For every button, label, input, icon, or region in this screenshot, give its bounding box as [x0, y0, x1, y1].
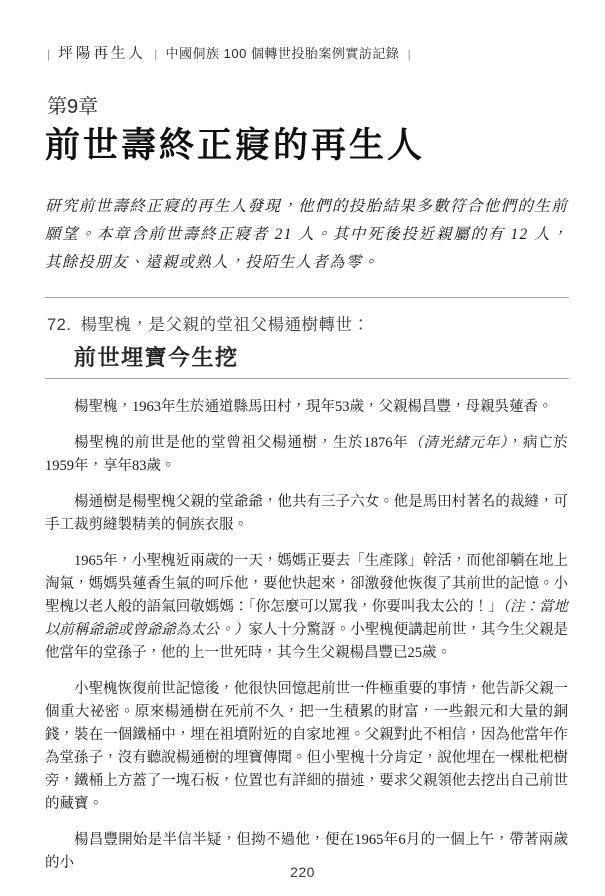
paragraph-text: 楊通樹是楊聖槐父親的堂爺爺，他共有三子六女。他是馬田村著名的裁縫，可手工裁剪縫製精美的侗族衣服。 — [45, 494, 568, 533]
paragraph-3 — [45, 491, 568, 537]
body-text — [45, 396, 568, 875]
paragraph-text: ，病亡於1959年，享年83歲。 — [45, 435, 569, 474]
book-subtitle: 中國侗族 100 個轉世投胎案例實訪記錄 — [165, 46, 400, 61]
paragraph-text: 小聖槐恢復前世記憶後，他很快回憶起前世一件極重要的事情，他告訴父親一個重大祕密。原來楊通樹在死前不久，把一生積累的財富，一些銀元和大量的銅錢，裝在一個鐵桶中，埋在祖墳附近的自家地裡。父親對此不相信，因為他當年作為堂孫子，沒有聽說楊通樹的埋寶傳聞。但小聖槐十分肯定，說他埋在一棵枇杷樹旁，鐵桶上方蓋了一塊石板，位置也有詳細的描述，要求父親領他去挖出自己前世的藏寶。 — [45, 681, 568, 812]
paragraph-2 — [45, 432, 568, 478]
paragraph-text: 楊昌豐開始是半信半疑，但拗不過他，便在1965年6月的一個上午，帶著兩歲的小 — [45, 832, 568, 871]
paragraph-1 — [45, 396, 568, 419]
running-header — [47, 0, 605, 63]
chapter-number: 第9章 — [47, 96, 99, 118]
header-separator: | — [154, 47, 158, 61]
paragraph-5 — [45, 678, 568, 816]
kai-annotation: （注：當地以前稱爺爺或曾爺爺為太公。） — [45, 599, 569, 638]
section-divider-bottom — [45, 378, 569, 379]
section-number: 72. — [47, 316, 72, 334]
section-title: 楊聖槐，是父親的堂祖父楊通樹轉世： — [80, 316, 370, 334]
book-title: 坪陽再生人 — [58, 46, 146, 62]
section-subtitle: 前世埋寶今生挖 — [74, 345, 239, 370]
paragraph-text: 楊聖槐的前世是他的堂曾祖父楊通樹，生於1876年 — [74, 435, 409, 451]
section-heading — [47, 313, 568, 337]
section-divider-top — [45, 297, 569, 298]
paragraph-text: 家人十分驚訝。小聖槐便講起前世，其今生父親是他當年的堂孫子，他的上一世死時，其今生父親楊昌豐已25歲。 — [45, 622, 569, 661]
page-number: 220 — [290, 864, 315, 880]
header-separator: | — [407, 47, 411, 61]
kai-annotation: （清光緒元年） — [408, 435, 508, 451]
paragraph-text: 1965年，小聖槐近兩歲的一天，媽媽正要去「生產隊」幹活，而他卻躺在地上淘氣，媽媽吳蓮香生氣的呵斥他，要他快起來，卻激發他恢復了其前世的記憶。小聖槐以老人般的語氣回敬媽媽：「你怎麼可以罵我，你要叫我太公的！」 — [45, 553, 568, 615]
chapter-intro: 研究前世壽終正寢的再生人發現，他們的投胎結果多數符合他們的生前願望。本章含前世壽終正寢者 21 人。其中死後投近親屬的有 12 人，其餘投朋友、遠親或熟人，投陌生人者為零。 — [45, 198, 568, 271]
chapter-title: 前世壽終正寢的再生人 — [45, 126, 426, 165]
paragraph-4 — [45, 550, 568, 665]
header-separator: | — [47, 47, 51, 61]
paragraph-text: 楊聖槐，1963年生於通道縣馬田村，現年53歲，父親楊昌豐，母親吳蓮香。 — [74, 399, 553, 415]
